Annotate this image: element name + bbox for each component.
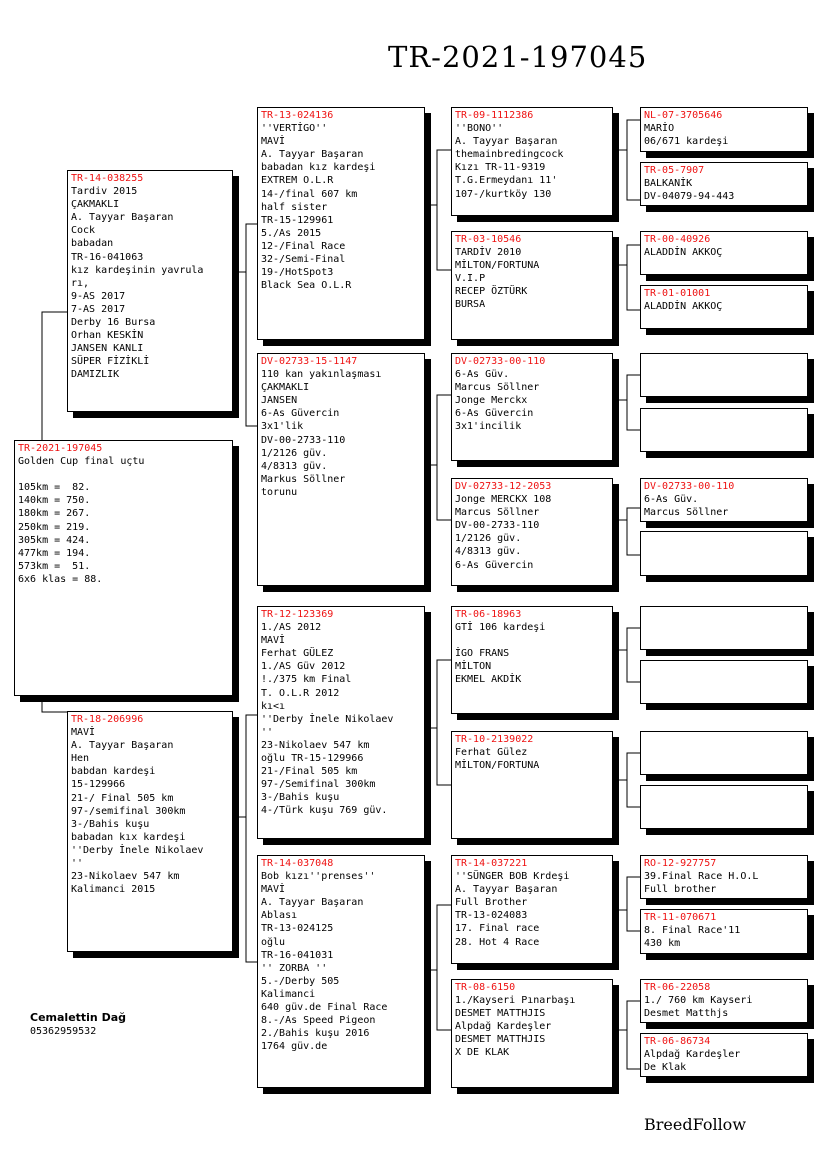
connector-line (613, 1001, 640, 1030)
pigeon-notes: 39.Final Race H.O.L Full brother (644, 871, 759, 896)
connector-line (613, 753, 640, 780)
ring-number: TR-14-037221 (455, 858, 528, 869)
ring-number: DV-02733-12-2053 (455, 481, 552, 492)
pigeon-notes: ''VERTİGO'' MAVİ A. Tayyar Başaran babadan kız kardeşi EXTREM O.L.R 14-/final 607 km half sister TR-15-129961 5./As 2015 12-/Final Race 32-/Semi-Final 19-/HotSpot3 Black Sea O.L.R (261, 123, 376, 292)
connector-line (613, 265, 640, 310)
pigeon-notes: ALADDİN AKKOÇ (644, 247, 723, 259)
pedigree-box-dsdd[interactable] (640, 785, 808, 829)
ring-number: TR-09-1112386 (455, 110, 534, 121)
pedigree-box-sire-sire[interactable] (257, 107, 425, 340)
ring-number: TR-14-038255 (71, 173, 144, 184)
pedigree-box-dsss[interactable] (640, 606, 808, 650)
pedigree-box-dam-sire[interactable] (257, 606, 425, 839)
connector-line (425, 728, 451, 785)
brand-logo-text: BreedFollow (644, 1115, 747, 1134)
ring-number: DV-02733-00-110 (455, 356, 546, 367)
connector-line (233, 817, 257, 962)
pigeon-notes: GTİ 106 kardeşi İGO FRANS MİLTON EKMEL AKDİK (455, 622, 546, 686)
pigeon-notes: 8. Final Race'11 430 km (644, 925, 741, 950)
pigeon-notes: MAVİ A. Tayyar Başaran Hen babdan kardeşi 15-129966 21-/ Final 505 km 97-/semifinal 300km 3-/Bahis kuşu babadan kıx kardeşi ''Derby İnele Nikolaev '' 23-Nikolaev 547 km Kalimanci 2015 (71, 727, 204, 896)
connector-line (613, 375, 640, 400)
connector-line (42, 312, 67, 440)
pedigree-box-subject[interactable] (14, 440, 233, 696)
pedigree-box-dam-dam[interactable] (257, 855, 425, 1088)
connector-line (613, 1030, 640, 1069)
pedigree-box-sssd[interactable] (640, 162, 808, 206)
pedigree-box-sdss[interactable] (640, 353, 808, 397)
pedigree-box-dam[interactable] (67, 711, 233, 952)
connector-line (233, 715, 257, 817)
connector-line (233, 272, 257, 426)
connector-line (425, 970, 451, 1030)
connector-line (613, 400, 640, 430)
connector-line (613, 508, 640, 520)
connector-line (425, 205, 451, 270)
pigeon-notes: Tardiv 2015 ÇAKMAKLI A. Tayyar Başaran Cock babadan TR-16-041063 kız kardeşinin yavrula rı, 9-AS 2017 7-AS 2017 Derby 16 Bursa Orhan KESKİN JANSEN KANLI SÜPER FİZİKLİ DAMIZLIK (71, 186, 204, 381)
pigeon-notes: 1./ 760 km Kayseri Desmet Matthjs (644, 995, 753, 1020)
ring-number: RO-12-927757 (644, 858, 717, 869)
pigeon-notes: ''BONO'' A. Tayyar Başaran themainbredingcock Kızı TR-11-9319 T.G.Ermeydanı 11' 107-/kurtköy 130 (455, 123, 564, 200)
pedigree-box-ddss[interactable] (640, 855, 808, 899)
connector-line (613, 650, 640, 682)
connector-line (613, 120, 640, 150)
ring-number: TR-14-037048 (261, 858, 334, 869)
pigeon-notes: 110 kan yakınlaşması ÇAKMAKLI JANSEN 6-As Güvercin 3x1'lik DV-00-2733-110 1/2126 güv. 4/8313 güv. Markus Söllner torunu (261, 369, 382, 498)
connector-line (613, 780, 640, 807)
ring-number: TR-08-6150 (455, 982, 516, 993)
ring-number: TR-03-10546 (455, 234, 522, 245)
connector-line (425, 905, 451, 970)
ring-number: TR-06-18963 (455, 609, 522, 620)
ring-number: TR-13-024136 (261, 110, 334, 121)
ring-number: TR-01-01001 (644, 288, 711, 299)
pigeon-notes: Alpdağ Kardeşler De Klak (644, 1049, 741, 1074)
pigeon-notes: Jonge MERCKX 108 Marcus Söllner DV-00-2733-110 1/2126 güv. 4/8313 güv. 6-As Güvercin (455, 494, 552, 571)
ring-number: DV-02733-00-110 (644, 481, 735, 492)
pedigree-box-ddd[interactable] (451, 979, 613, 1088)
ring-number: TR-00-40926 (644, 234, 711, 245)
connector-line (613, 245, 640, 265)
pedigree-box-ssss[interactable] (640, 107, 808, 152)
pedigree-box-sds[interactable] (451, 353, 613, 461)
pedigree-box-sdds[interactable] (640, 478, 808, 522)
connector-line (425, 395, 451, 465)
pigeon-notes: Golden Cup final uçtu 105km = 82. 140km = 750. 180km = 267. 250km = 219. 305km = 424. 477km = 194. 573km = 51. 6x6 klas = 88. (18, 456, 145, 585)
pedigree-box-sdd[interactable] (451, 478, 613, 586)
pigeon-notes: TARDİV 2010 MİLTON/FORTUNA V.I.P RECEP ÖZTÜRK BURSA (455, 247, 540, 311)
pigeon-notes: BALKANİK DV-04079-94-443 (644, 178, 735, 203)
pigeon-notes: MARİO 06/671 kardeşi (644, 123, 729, 148)
pigeon-notes: 6-As Güv. Marcus Söllner Jonge Merckx 6-As Güvercin 3x1'incilik (455, 369, 540, 433)
owner-name: Cemalettin Dağ (30, 1011, 127, 1024)
ring-number: TR-18-206996 (71, 714, 144, 725)
connector-line (613, 520, 640, 555)
pedigree-box-ddsd[interactable] (640, 909, 808, 954)
pedigree-box-sire-dam[interactable] (257, 353, 425, 586)
pigeon-notes: 1./AS 2012 MAVİ Ferhat GÜLEZ 1./AS Güv 2012 !./375 km Final T. O.L.R 2012 kı<ı ''Derby İnele Nikolaev '' 23-Nikolaev 547 km oğlu TR-15-129966 21-/Final 505 km 97-/Semifinal 300km 3-/Bahis kuşu 4-/Türk kuşu 769 güv. (261, 622, 394, 817)
ring-number: TR-11-070671 (644, 912, 717, 923)
connector-line (613, 877, 640, 910)
ring-number: DV-02733-15-1147 (261, 356, 358, 367)
ring-number: TR-06-86734 (644, 1036, 711, 1047)
pigeon-notes: Bob kızı''prenses'' MAVİ A. Tayyar Başaran Ablası TR-13-024125 oğlu TR-16-041031 '' ZORBA '' 5.-/Derby 505 Kalimanci 640 güv.de Final Race 8.-/As Speed Pigeon 2./Bahis kuşu 2016 1764 güv.de (261, 871, 388, 1053)
connector-line (42, 696, 67, 712)
connector-line (613, 910, 640, 931)
connector-line (425, 150, 451, 205)
pedigree-box-ddds[interactable] (640, 979, 808, 1023)
ring-number: TR-12-123369 (261, 609, 334, 620)
pigeon-notes: Ferhat Gülez MİLTON/FORTUNA (455, 747, 540, 772)
pedigree-box-ssdd[interactable] (640, 285, 808, 329)
pigeon-notes: 6-As Güv. Marcus Söllner (644, 494, 729, 519)
ring-number: TR-05-7907 (644, 165, 705, 176)
page-title: TR-2021-197045 (388, 40, 648, 74)
pedigree-box-dds[interactable] (451, 855, 613, 964)
owner-info (30, 1011, 126, 1039)
connector-line (613, 150, 640, 200)
pedigree-box-dssd[interactable] (640, 660, 808, 704)
pigeon-notes: 1./Kayseri Pınarbaşı DESMET MATTHJIS Alpdağ Kardeşler DESMET MATTHJIS X DE KLAK (455, 995, 576, 1059)
connector-line (425, 465, 451, 520)
pedigree-box-ssds[interactable] (640, 231, 808, 275)
connector-line (425, 660, 451, 728)
pedigree-box-sire[interactable] (67, 170, 233, 412)
ring-number: TR-06-22058 (644, 982, 711, 993)
pigeon-notes: ''SÜNGER BOB Krdeşi A. Tayyar Başaran Full Brother TR-13-024083 17. Final race 28. Hot 4 Race (455, 871, 570, 948)
connector-line (233, 224, 257, 272)
pigeon-notes: ALADDİN AKKOÇ (644, 301, 723, 313)
pedigree-box-dsds[interactable] (640, 731, 808, 775)
connector-line (613, 628, 640, 650)
ring-number: TR-10-2139022 (455, 734, 534, 745)
pedigree-box-ssd[interactable] (451, 231, 613, 340)
pedigree-box-dss[interactable] (451, 606, 613, 714)
ring-number: TR-2021-197045 (18, 443, 103, 454)
pedigree-box-sss[interactable] (451, 107, 613, 216)
ring-number: NL-07-3705646 (644, 110, 723, 121)
pedigree-box-dddd[interactable] (640, 1033, 808, 1077)
pedigree-box-sdsd[interactable] (640, 408, 808, 452)
pedigree-box-dsd[interactable] (451, 731, 613, 839)
pedigree-box-sddd[interactable] (640, 531, 808, 576)
owner-phone: 05362959532 (30, 1026, 97, 1037)
